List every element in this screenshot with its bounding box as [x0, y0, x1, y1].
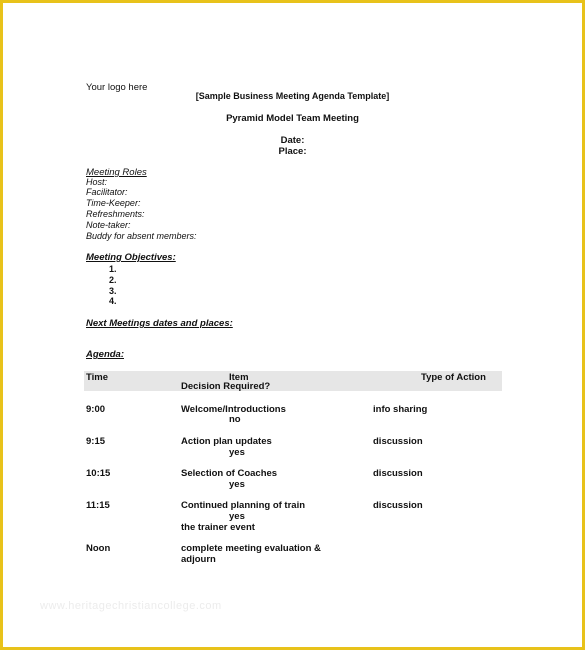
agenda-row-action: discussion: [373, 500, 423, 511]
agenda-row-time: 9:15: [86, 436, 106, 447]
agenda-row-decision: yes: [229, 511, 245, 522]
document-title: [Sample Business Meeting Agenda Template]: [195, 91, 390, 101]
agenda-row-item: Continued planning of train: [181, 500, 306, 511]
agenda-row-time: 11:15: [86, 500, 110, 511]
agenda-row-decision: yes: [229, 479, 245, 490]
next-meetings-heading: Next Meetings dates and places:: [86, 318, 233, 329]
role-facilitator: Facilitator:: [86, 187, 128, 197]
agenda-row-decision: no: [229, 414, 241, 425]
agenda-row-item-continued: the trainer event: [181, 522, 255, 533]
col-header-decision: Decision Required?: [181, 381, 271, 392]
agenda-row-time: 9:00: [86, 404, 106, 415]
objective-item: 1.: [109, 264, 117, 274]
agenda-row-item: complete meeting evaluation &: [181, 543, 321, 554]
role-buddy: Buddy for absent members:: [86, 231, 197, 241]
place-label: Place:: [278, 146, 307, 157]
objective-item: 3.: [109, 286, 117, 296]
role-time-keeper: Time-Keeper:: [86, 198, 141, 208]
agenda-row-item: Action plan updates: [181, 436, 272, 447]
col-header-time: Time: [86, 372, 109, 383]
agenda-row-time: 10:15: [86, 468, 111, 479]
meeting-name: Pyramid Model Team Meeting: [226, 113, 359, 124]
watermark-text: www.heritagechristiancollege.com: [40, 600, 222, 612]
agenda-row-action: discussion: [373, 436, 423, 447]
agenda-row-action: info sharing: [373, 404, 428, 415]
agenda-row-item: Selection of Coaches: [181, 468, 278, 479]
agenda-row-action: discussion: [373, 468, 423, 479]
meeting-roles-heading: Meeting Roles: [86, 167, 147, 178]
date-label: Date:: [280, 135, 305, 146]
agenda-row-item-continued: adjourn: [181, 554, 216, 565]
agenda-heading: Agenda:: [86, 349, 124, 360]
agenda-row-time: Noon: [86, 543, 111, 554]
role-note-taker: Note-taker:: [86, 220, 131, 230]
col-header-item: Item: [229, 372, 249, 383]
objective-item: 4.: [109, 296, 117, 306]
agenda-row-decision: yes: [229, 447, 245, 458]
logo-placeholder: Your logo here: [86, 82, 148, 93]
role-refreshments: Refreshments:: [86, 209, 145, 219]
col-header-action: Type of Action: [421, 372, 486, 383]
role-host: Host:: [86, 177, 108, 187]
objective-item: 2.: [109, 275, 117, 285]
meeting-objectives-heading: Meeting Objectives:: [86, 252, 176, 263]
agenda-row-item: Welcome/Introductions: [181, 404, 286, 415]
